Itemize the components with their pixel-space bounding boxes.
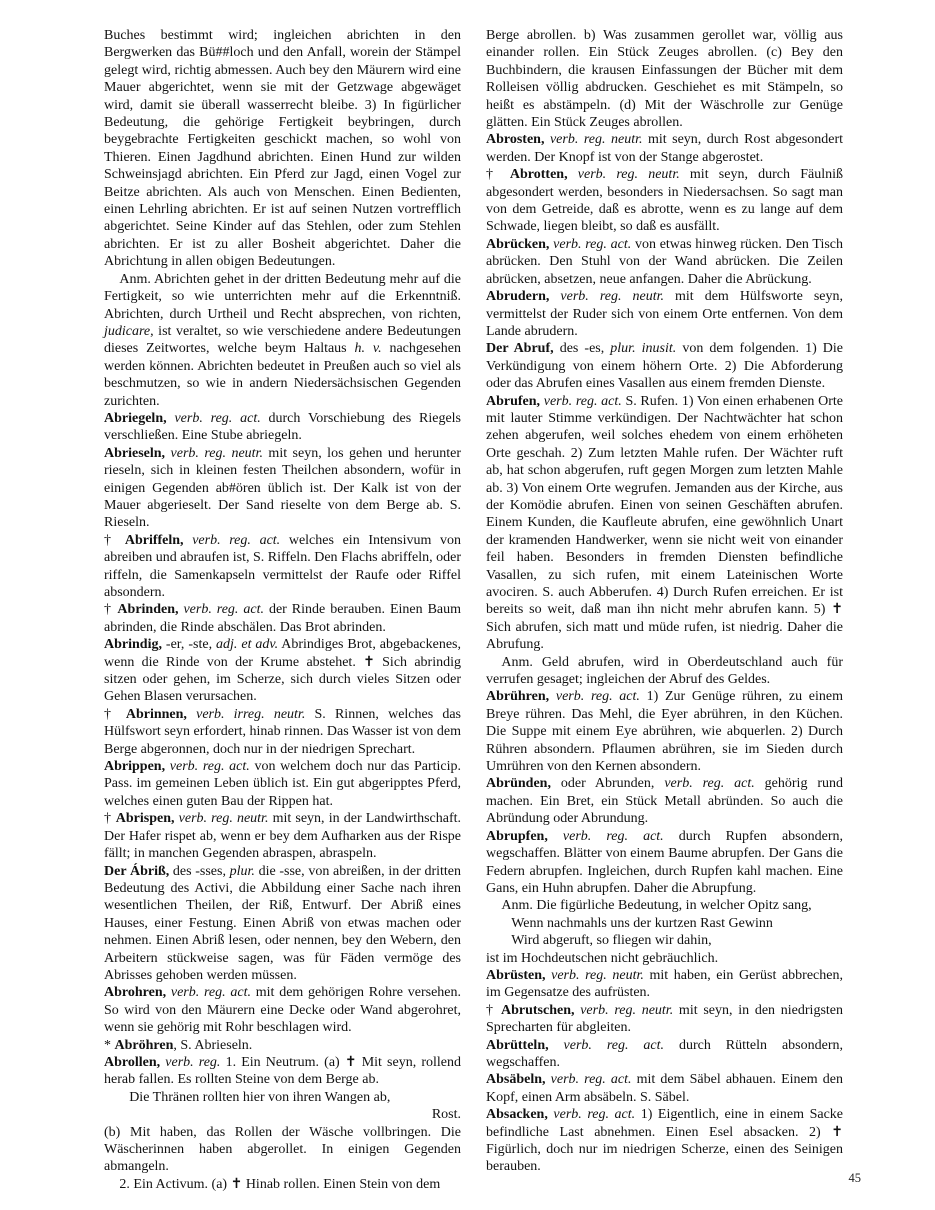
grammar-label: verb. reg. act. (183, 602, 264, 618)
entry-headword: Abrollen, (104, 1054, 166, 1070)
dictionary-entry (104, 1054, 461, 1089)
dictionary-entry (486, 340, 843, 392)
dictionary-entry (104, 984, 461, 1036)
grammar-label: verb. reg. act. (170, 985, 252, 1001)
entry-headword: Abriffeln, (124, 532, 193, 548)
dictionary-entry (486, 1002, 843, 1037)
entry-headword: Abrühren, (486, 689, 556, 705)
body-text: oder Abrunden, (560, 776, 665, 792)
body-text: Berge abrollen. b) Was zusammen gerollet war, völlig aus einander rollen. Ein Stück Zeuges abrollen. (c) Bey den Buchbindern, die krausen Einfassungen der Bücher mit dem Rolleisen völlig abdrucken. Geschiehet es mit Stämpeln, so heißt es abstämpeln. (d) Mit der Wäschrolle zur Genüge glätten. Ein Stück Zeuges abrollen. (486, 28, 843, 131)
body-text: * (104, 1037, 115, 1053)
text-columns (104, 27, 843, 1193)
grammar-label: plur. (229, 863, 255, 879)
text-paragraph (486, 27, 843, 131)
entry-headword: Abrudern, (486, 289, 561, 305)
body-text: S. Rufen. 1) Von einen erhabenen Orte mit lauter Stimme verkündigen. Der Nachtwächter hat schon zehen abgerufen, weil solches ehedem von einem erhöheten Orte geschah. 2) Zum letzten Mahle rufen. Der Wächter ruft ab, hat schon abgerufen, ruft gegen Morgen zum letzten Mahle ab. 3) Von einem Orte wegrufen. Jemanden aus der Kirche, aus der Komödie abrufen. Einen von seinen Geschäften abrufen. Einem Kunden, die Kaufleute abrufen, eine gewöhnlich Unart der kramenden Handwerker, wenn sie nicht weit von einander feil haben. Besonders in fremden Diensten befindliche Vasallen, zu sich rufen, mit einem Lateinischen Worte avociren. S. auch Abberufen. 4) Durch Rufen erreichen. Er ist bereits so weit, daß man ihn nicht mehr abrufen kann. 5) ✝ Sich abrufen, sich matt und müde rufen, ist niedrig. Daher die Abrufung. (486, 393, 843, 653)
dictionary-entry (486, 1037, 843, 1072)
body-text: durch Vorschiebung des Riegels verschließen. Eine Stube abriegeln. (104, 410, 462, 444)
dictionary-entry (104, 601, 461, 636)
grammar-label: verb. irreg. neutr. (196, 706, 306, 722)
body-text: † (486, 1002, 501, 1018)
entry-headword: Abröhren (114, 1037, 174, 1053)
grammar-label: verb. reg. neutr. (577, 167, 680, 183)
body-text: durch Rütteln absondern, wegschaffen. (486, 1037, 843, 1070)
body-text: mit seyn, in der Landwirthschaft. Der Hafer rispet ab, wenn er bey dem Aufharken aus der Rispe fällt; in manchen Gegenden abraspen, abraspeln. (104, 811, 461, 862)
body-text: † (104, 602, 118, 618)
grammar-label: verb. reg. act. (169, 759, 250, 775)
grammar-label: h. v. (354, 341, 382, 357)
dictionary-entry (104, 810, 461, 862)
body-text: der Rinde berauben. Einen Baum abrinden, die Rinde abschälen. Das Brot abrinden. (104, 602, 462, 635)
dictionary-entry (486, 288, 843, 340)
body-text: welches ein Intensivum von abreiben und abraufen ist, S. Riffeln. Den Flachs abriffeln, oder riffeln, die Samenkapseln vermittelst der Raufe oder Riffel absondern. (104, 532, 462, 600)
body-text: des -sses, (172, 863, 230, 879)
annotation-paragraph (486, 654, 843, 689)
page-number: 45 (848, 1171, 861, 1185)
grammar-label: verb. reg. neutr. (549, 132, 643, 148)
dictionary-entry (486, 131, 843, 166)
entry-headword: Absäbeln, (486, 1072, 551, 1088)
body-text: gehörig rund machen. Ein Bret, ein Stück Metall abründen. So auch die Abründung oder Abrundung. (486, 776, 844, 827)
entry-headword: Abrutschen, (500, 1002, 581, 1018)
entry-headword: Abrinden, (117, 602, 184, 618)
body-text: mit dem gehörigen Rohre versehen. So wird von den Mäurern eine Decke oder Wand abgerohret, wenn sie gehörig mit Rohr beschlagen wird. (104, 985, 462, 1036)
body-text: 1) Eigentlich, eine in einem Sacke befindliche Last abnehmen. Einen Esel absacken. 2) ✝ Figürlich, doch nur im niedrigen Scherze, einen des Seinigen berauben. (486, 1107, 843, 1175)
entry-headword: Der Abruf, (486, 341, 560, 357)
dictionary-entry (486, 166, 843, 236)
grammar-label: verb. reg. act. (174, 410, 261, 426)
attribution-line (104, 1106, 461, 1123)
entry-headword: Abrindig, (104, 637, 166, 653)
body-text: , ist veraltet, so wie verschiedene andere Bedeutungen dieses Zeitwortes, welche beym Haltaus (104, 323, 461, 357)
grammar-label: verb. reg. act. (192, 532, 281, 548)
grammar-label: verb. reg. neutr. (560, 289, 664, 305)
body-text: 1. Ein Neutrum. (a) ✝ Mit seyn, rollend herab fallen. Es rollten Steine von dem Berge ab. (104, 1054, 461, 1088)
body-text: von dem folgenden. 1) Die Verkündigung von einem höhern Orte. 2) Die Abforderung oder das Abrufen eines Vasallen aus einem fremden Dienste. (486, 341, 843, 392)
body-text: † (104, 811, 116, 827)
verse-line (486, 915, 843, 932)
body-text: mit seyn, los gehen und herunter rieseln, sich in kleinen festen Theilchen absondern, wofür in einigen Gegenden ab#ören üblich ist. Der Kalk ist von der Mauer abgerieselt. Der Sand rieselte von dem Berge ab. S. Rieseln. (104, 445, 461, 531)
entry-headword: Abrotten, (509, 167, 578, 183)
grammar-label: verb. reg. act. (553, 1107, 636, 1123)
dictionary-entry (486, 236, 843, 288)
body-text: 2. Ein Activum. (a) ✝ Hinab rollen. Einen Stein von dem (119, 1176, 441, 1192)
body-text: mit haben, ein Gerüst abbrechen, im Gegensatze des aufrüsten. (486, 967, 843, 1001)
text-paragraph (104, 1124, 461, 1176)
entry-headword: Absacken, (486, 1107, 554, 1123)
entry-headword: Abrütteln, (486, 1037, 564, 1053)
entry-headword: Abrupfen, (486, 828, 563, 844)
body-text: Abrindiges Brot, abgebackenes, wenn die Rinde von der Krume abstehet. ✝ Sich abrindig sitzen oder gehen, im Scherze, sich durch vieles Sitzen oder Gehen Blasen verursachen. (104, 637, 462, 705)
entry-headword: Abriegeln, (104, 410, 175, 426)
dictionary-entry (486, 688, 843, 775)
grammar-label: verb. reg. neutr. (580, 1002, 674, 1018)
entry-headword: Abrüsten, (486, 967, 552, 983)
body-text: 1) Zur Genüge rühren, zu einem Breye rühren. Das Mehl, die Eyer abrühren, in den Küchen. Die Suppe mit einem Eye abrühren, wie abquerlen. 2) Durch Rühren absondern. Pflaumen abrühren, sie im Sieden durch Umrühren von den Kernen absondern. (486, 689, 844, 775)
body-text: Anm. Abrichten gehet in der dritten Bedeutung mehr auf die Fertigkeit, so wie unterrichten mehr auf die Erkenntniß. Abrichten, durch Urtheil und Recht absprechen, von richten, (104, 271, 461, 322)
column-left (104, 27, 461, 1193)
entry-headword: Abrinnen, (125, 706, 197, 722)
entry-headword: Abründen, (486, 776, 561, 792)
dictionary-entry (486, 828, 843, 898)
dictionary-entry (486, 1106, 843, 1176)
grammar-label: verb. reg. neutr. (551, 967, 644, 983)
annotation-paragraph (104, 271, 461, 410)
dictionary-entry (486, 967, 843, 1002)
entry-headword: Abrufen, (486, 393, 544, 409)
entry-headword: Der Ábriß, (104, 863, 173, 879)
grammar-label: plur. inusit. (610, 341, 677, 357)
entry-headword: Abrippen, (104, 759, 170, 775)
body-text: † (104, 706, 126, 722)
body-text: † (104, 532, 125, 548)
body-text: mit seyn, in den niedrigsten Sprecharten für abgleiten. (486, 1002, 843, 1036)
body-text: Wird abgeruft, so fliegen wir dahin, (511, 933, 712, 949)
dictionary-entry (104, 706, 461, 758)
grammar-label: verb. reg. act. (555, 689, 640, 705)
body-text: durch Rupfen absondern, wegschaffen. Blätter von einem Baume abrupfen. Der Gans die Federn abrupfen. Ingleichen, durch Rupfen kahl machen. Eine Gans, ein Huhn abrupfen. Daher die Abrupfung. (486, 828, 843, 896)
body-text: mit seyn, durch Rost abgesondert werden. Der Knopf ist von der Stange abgerostet. (486, 132, 843, 165)
dictionary-entry (486, 1071, 843, 1106)
grammar-label: verb. reg. act. (550, 1072, 632, 1088)
grammar-label: verb. reg. neutr. (170, 445, 263, 461)
dictionary-entry (104, 410, 461, 445)
body-text: ist im Hochdeutschen nicht gebräuchlich. (486, 950, 719, 966)
body-text: Rost. (431, 1107, 461, 1123)
body-text: von etwas hinweg rücken. Den Tisch abrücken. Den Stuhl von der Wand abrücken. Die Zeilen abrücken, absetzen, neue anfangen. Daher die Abrückung. (486, 236, 843, 287)
entry-headword: Abrieseln, (104, 445, 171, 461)
dictionary-entry (104, 636, 461, 706)
dictionary-entry (104, 532, 461, 602)
grammar-label: verb. reg. act. (553, 236, 632, 252)
body-text: des -es, (559, 341, 611, 357)
body-text: mit dem Hülfsworte seyn, vermittelst der Ruder sich von einem Orte entfernen. Von dem Lande abrudern. (486, 289, 843, 339)
dictionary-entry (104, 445, 461, 532)
verse-line (486, 932, 843, 949)
body-text: Anm. Geld abrufen, wird in Oberdeutschland auch für verrufen gesaget; ingleichen der Abruf des Geldes. (486, 654, 843, 688)
body-text: † (486, 167, 510, 183)
body-text: nachgesehen werden können. Abrichten bedeutet in Preußen auch so viel als beschmutzen, so wie in andern Niedersächsischen Gegenden zurichten. (104, 341, 461, 409)
grammar-label: verb. reg. act. (562, 828, 664, 844)
body-text: Die Thränen rollten hier von ihren Wangen ab, (129, 1089, 391, 1105)
entry-headword: Abrücken, (486, 236, 554, 252)
body-text: (b) Mit haben, das Rollen der Wäsche vollbringen. Die Wäscherinnen haben abgerollet. In einigen Gegenden abmangeln. (104, 1124, 461, 1175)
grammar-label: verb. reg. act. (664, 776, 755, 792)
body-text: mit seyn, durch Fäulniß abgesondert werden, besonders in Niedersachsen. So sagt man von dem Getreide, daß es abrotte, wenn es zu lange auf dem Schwade, liegen bleibt, so daß es ausfällt. (486, 167, 843, 235)
text-paragraph (104, 27, 461, 271)
text-paragraph (486, 950, 843, 967)
dictionary-entry (104, 863, 461, 985)
verse-line (104, 1089, 461, 1106)
body-text: , S. Abrieseln. (173, 1037, 253, 1053)
body-text: die -sse, von abreißen, in der dritten Bedeutung des Activi, die Abbildung einer Sache nach ihren wesentlichen Theilen, der Riß, Entwurf. Der Abriß eines Hauses, einer Festung. Einen Abriß von etwas machen oder nehmen. Einen Abriß lesen, oder nennen, bey den Webern, den Arbeitern stückweise sagen, was für Fäden vermöge des Abrisses gehoben werden müssen. (104, 863, 461, 983)
entry-headword: Abrohren, (104, 985, 171, 1001)
dictionary-entry (104, 1037, 461, 1054)
annotation-paragraph (104, 1176, 461, 1193)
grammar-label: judicare (104, 323, 151, 339)
annotation-paragraph (486, 897, 843, 914)
body-text: Buches bestimmt wird; ingleichen abrichten in den Bergwerken das Bü##loch und den Anfall, worein der Stämpel gelegt wird, richtig abmessen. Auch bey den Mäurern wird eine Mauer abgerichtet, wenn sie mit der Getzwage abgewäget wird, damit sie überall wasserrecht bleibe. 3) In figürlicher Bedeutung, die gehörige Fertigkeit beybringen, durch beygebrachte Fertigkeiten geschickt machen, so wohl von Thieren. Einen Jagdhund abrichten. Einen Hund zur wilden Schweinsjagd abrichten. Ein Pferd zur Jagd, einen Vogel zur Beitze abrichten. Als auch von Menschen. Einen Bedienten, einen Lehrling abrichten. Er ist auf seinen Nutzen vortrefflich abgerichtet. Seine Kinder auf das Stehlen, oder zum Stehlen abrichten. Er ist zu aller Bosheit abgerichtet. Daher die Abrichtung in allen obigen Bedeutungen. (104, 28, 461, 270)
body-text: S. Rinnen, welches das Hülfswort seyn erfordert, hinab rinnen. Das Wasser ist von dem Berge abgeronnen, doch nur in der niedrigen Sprechart. (104, 706, 462, 757)
grammar-label: verb. reg. act. (543, 393, 622, 409)
grammar-label: verb. reg. neutr. (178, 811, 269, 827)
grammar-label: adj. et adv. (216, 637, 279, 653)
entry-headword: Abrispen, (115, 811, 179, 827)
dictionary-entry (486, 775, 843, 827)
column-right (486, 27, 843, 1193)
body-text: -er, -ste, (165, 637, 217, 653)
body-text: Anm. Die figürliche Bedeutung, in welcher Opitz sang, (501, 898, 812, 914)
dictionary-entry (486, 393, 843, 654)
entry-headword: Abrosten, (486, 132, 550, 148)
body-text: Wenn nachmahls uns der kurtzen Rast Gewinn (511, 915, 773, 931)
body-text: von welchem doch nur das Particip. Pass. im gemeinen Leben üblich ist. Ein gut abgeripptes Pferd, welches einen guten Bau der Rippen hat. (104, 759, 461, 809)
dictionary-entry (104, 758, 461, 810)
grammar-label: verb. reg. act. (563, 1037, 665, 1053)
body-text: mit dem Säbel abhauen. Einem den Kopf, einen Arm absäbeln. S. Säbel. (486, 1072, 843, 1105)
grammar-label: verb. reg. (165, 1054, 221, 1070)
